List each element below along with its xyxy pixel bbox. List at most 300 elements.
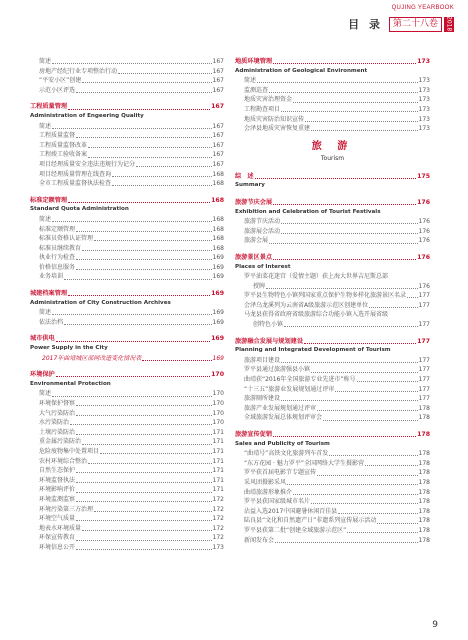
section-english-title [30, 299, 224, 309]
toc-entry [30, 318, 224, 328]
toc-entry [30, 428, 224, 438]
entry-title: 标准员继续教育 [39, 244, 82, 252]
entry-title: 环境空气质量 [39, 515, 76, 523]
entry-title: Summary [235, 182, 265, 189]
toc-entry [235, 536, 430, 546]
entry-page: 173 [418, 125, 430, 133]
dot-leader [76, 543, 212, 550]
entry-page: 173 [418, 77, 430, 85]
spacer [235, 246, 430, 253]
entry-page: 169 [212, 263, 224, 271]
dot-leader [82, 437, 212, 444]
toc-entry [30, 150, 224, 160]
entry-title: 旅游厕所建设 [244, 395, 281, 403]
dot-leader [56, 334, 210, 341]
entry-page: 167 [212, 132, 224, 140]
entry-title: 罗平县获国家级城市名片 [244, 498, 311, 506]
entry-page: 178 [418, 450, 430, 458]
toc-entry [235, 365, 430, 375]
entry-page: 167 [212, 67, 224, 75]
dot-leader [293, 95, 418, 102]
entry-title: Administration of Engeering Quality [30, 112, 144, 119]
entry-page: 171 [212, 428, 224, 436]
section-heading [235, 198, 430, 208]
dot-leader [70, 418, 212, 425]
entry-page: 176 [417, 253, 430, 261]
entry-title: 地表水环境质量 [39, 524, 82, 532]
toc-entry [235, 385, 430, 395]
entry-title: 曲靖获“2016年全国旅游专业先进市”称号 [244, 376, 356, 384]
toc-entry [30, 215, 224, 225]
entry-page: 176 [418, 227, 430, 235]
entry-title: 标准员资格认证管理 [39, 235, 94, 243]
toc-entry [30, 457, 224, 467]
entry-title: “曲靖号”高铁文化旅游列车首发 [244, 450, 329, 458]
entry-title: 会泽县地质灾害恢复重建 [244, 125, 311, 133]
entry-title: Planning and Integrated Development of Tourism [235, 347, 391, 354]
dot-leader [281, 394, 418, 401]
toc-right-column [235, 57, 430, 545]
toc-entry [235, 320, 430, 330]
dot-leader [76, 263, 212, 270]
dot-leader [269, 86, 418, 93]
entry-page: 167 [211, 103, 224, 111]
entry-page: 168 [211, 196, 224, 204]
entry-page: 178 [417, 431, 430, 438]
entry-title: 旅游项目建设 [244, 356, 281, 364]
entry-page: 171 [212, 467, 224, 475]
entry-page: 168 [212, 215, 224, 223]
toc-entry [30, 389, 224, 399]
section-english-title [235, 67, 430, 77]
entry-title: 会泽乌龙溪列为云南省A级旅游示范区创建单位 [244, 301, 369, 309]
entry-title: 马龙县获得省政府省级旅游综合功能小镇入选开展省级 [244, 311, 389, 319]
entry-title: 环境影响评价 [39, 486, 76, 494]
entry-page: 168 [212, 235, 224, 243]
entry-page: 167 [212, 86, 224, 94]
entry-page: 178 [418, 414, 430, 422]
entry-page: 178 [418, 478, 430, 486]
dot-leader [273, 253, 416, 260]
entry-page: 172 [212, 515, 224, 523]
dot-leader [64, 318, 212, 325]
dot-leader [82, 76, 211, 83]
entry-page: 178 [418, 459, 430, 467]
dot-leader [407, 291, 418, 298]
dot-leader [76, 514, 212, 521]
entry-title: 简述 [39, 390, 52, 398]
spacer [30, 95, 224, 102]
entry-title: 工程竣工验收备案 [39, 151, 88, 159]
entry-title: 全域旅游发展总体规划评审会 [244, 414, 323, 422]
dot-leader [269, 236, 418, 243]
toc-entry [235, 394, 430, 404]
entry-page: 171 [212, 447, 224, 455]
entry-title: 重金属污染防治 [39, 438, 82, 446]
entry-title: 水污染防治 [39, 419, 70, 427]
toc-entry [30, 524, 224, 534]
toc-entry [30, 170, 224, 180]
toc-entry [30, 57, 224, 67]
dot-leader [112, 179, 212, 186]
entry-page: 169 [211, 335, 224, 343]
toc-entry [235, 115, 430, 125]
entry-title: 创特色小镇 [253, 321, 284, 329]
entry-title: 地质环境管理 [235, 58, 273, 65]
dot-leader [76, 485, 212, 492]
toc-entry [235, 105, 430, 115]
entry-page: 177 [418, 321, 430, 329]
toc-entry [235, 76, 430, 86]
spacer [235, 423, 430, 430]
entry-page: 172 [212, 534, 224, 542]
section-heading [30, 334, 224, 344]
entry-page: 176 [418, 218, 430, 226]
entry-title: 简述 [39, 215, 52, 223]
dot-leader [52, 308, 212, 315]
dot-leader [76, 495, 212, 502]
toc-entry [235, 217, 430, 227]
entry-page: 167 [212, 122, 224, 130]
toc-entry [235, 227, 430, 237]
dot-leader [273, 57, 416, 64]
entry-title: 曲靖旅游形象推介 [244, 488, 293, 496]
entry-page: 177 [418, 301, 430, 309]
toc-entry [30, 476, 224, 486]
toc-entry [235, 497, 430, 507]
entry-title: 简述 [39, 309, 52, 317]
entry-page: 171 [212, 457, 224, 465]
yearbook-label: QUJING YEARBOOK [391, 5, 454, 11]
entry-title: 环保宣传教育 [39, 534, 76, 542]
entry-title: 旅游会展 [244, 237, 269, 245]
entry-page: 172 [212, 495, 224, 503]
entry-title: 罗平获首届电影节专题宣传 [244, 469, 317, 477]
dot-leader [304, 337, 416, 344]
toc-entry [30, 399, 224, 409]
toc-entry [30, 447, 224, 457]
entry-title: 执业行为检查 [39, 254, 76, 262]
toc-entry [235, 375, 430, 385]
toc-entry [30, 354, 224, 364]
toc-entry [30, 543, 224, 553]
dot-leader [357, 375, 418, 382]
toc-entry [30, 160, 224, 170]
entry-page: 173 [417, 58, 430, 65]
entry-title: 旅游景区景点 [235, 253, 273, 261]
entry-title: 项目经理质量管理在线查询 [39, 170, 112, 178]
dot-leader [76, 131, 212, 138]
entry-title: Administration of Geological Environment [235, 67, 368, 74]
entry-page: 167 [212, 151, 224, 159]
entry-title: 罗平县获第二批“创建全域旅游示范区” [244, 526, 347, 534]
dot-leader [76, 466, 212, 473]
toc-entry [235, 272, 430, 282]
dot-leader [88, 141, 212, 148]
toc-entry [235, 449, 430, 459]
dot-leader [100, 447, 212, 454]
chapter-title-en: Tourism [320, 154, 345, 162]
entry-title: 工程质量管理 [30, 103, 68, 111]
entry-title: 城建档案管理 [30, 290, 68, 298]
entry-page: 172 [212, 524, 224, 532]
dot-leader [142, 354, 211, 361]
dot-leader [68, 289, 210, 296]
toc-entry [30, 76, 224, 86]
toc-entry [235, 282, 430, 292]
section-heading [235, 172, 430, 182]
entry-title: 环境监督执法 [39, 476, 76, 484]
entry-title: 环境监测监察 [39, 495, 76, 503]
spacer [235, 191, 430, 198]
page-header [348, 16, 454, 32]
dot-leader [88, 150, 212, 157]
toc-entry [30, 122, 224, 132]
entry-page: 169 [212, 273, 224, 281]
dot-leader [284, 320, 418, 327]
entry-title: Places of Interest [235, 263, 291, 270]
entry-title: Environmental Protection [30, 380, 111, 387]
toc-entry [235, 356, 430, 366]
entry-page: 170 [211, 371, 224, 379]
toc-entry [30, 466, 224, 476]
toc-entry [235, 459, 430, 469]
entry-page: 170 [212, 419, 224, 427]
toc-entry [235, 86, 430, 96]
dot-leader [317, 404, 418, 411]
toc-entry [30, 179, 224, 189]
entry-title: 环境污染第三方治理 [39, 505, 94, 513]
entry-title: 农村环境综合整治 [39, 457, 88, 465]
entry-page: 178 [418, 488, 430, 496]
entry-title: 罗平县通过旅游强县小镇 [244, 366, 311, 374]
entry-page: 167 [212, 160, 224, 168]
dot-leader [76, 253, 212, 260]
entry-title: 土壤污染防治 [39, 428, 76, 436]
entry-page: 171 [212, 438, 224, 446]
spacer [30, 189, 224, 196]
entry-title: 旅游节庆会展 [235, 198, 273, 206]
spacer [30, 363, 224, 370]
entry-title: 环境保护督察 [39, 400, 76, 407]
toc-entry [30, 409, 224, 419]
entry-title: 地质灾害防治知识宣传 [244, 115, 305, 123]
dot-leader [273, 430, 416, 437]
entry-title: 自然生态保护 [39, 467, 76, 475]
dot-leader [311, 497, 418, 504]
entry-page: 178 [418, 526, 430, 534]
entry-title: 2017年曲靖城区部网改造变化情况表 [42, 354, 142, 362]
entry-page: 176 [418, 237, 430, 245]
dot-leader [281, 356, 418, 363]
section-heading [30, 196, 224, 206]
dot-leader [52, 122, 212, 129]
year-badge: 2018 [445, 16, 453, 32]
toc-entry [30, 437, 224, 447]
entry-page: 169 [212, 309, 224, 317]
entry-page: 173 [212, 543, 224, 551]
entry-page: 177 [418, 366, 430, 374]
toc-entry [30, 234, 224, 244]
dot-leader [94, 505, 212, 512]
entry-page: 177 [418, 356, 430, 364]
entry-title: 城市供电 [30, 335, 55, 343]
entry-title: 依法治档 [39, 318, 64, 326]
toc-entry [30, 244, 224, 254]
toc-entry [235, 516, 430, 526]
entry-title: 旅游产业发展规划通过评审 [244, 404, 317, 412]
dot-leader [281, 105, 418, 112]
dot-leader [118, 67, 212, 74]
dot-leader [377, 516, 417, 523]
toc-entry [235, 507, 430, 517]
toc-left-column [30, 57, 224, 553]
entry-title: 沾益入选2017中国避暑休闲百佳县 [244, 507, 338, 515]
section-english-title [30, 380, 224, 390]
dot-leader [281, 227, 418, 234]
entry-page: 169 [212, 354, 224, 362]
entry-title: 标准定额管理 [39, 225, 76, 233]
entry-page: 168 [212, 170, 224, 178]
dot-leader [335, 385, 417, 392]
toc-entry [30, 533, 224, 543]
section-heading [30, 289, 224, 299]
spacer [235, 330, 430, 337]
entry-page: 169 [212, 318, 224, 326]
dot-leader [136, 160, 212, 167]
entry-title: Sales and Publicity of Tourism [235, 440, 330, 447]
dot-leader [338, 507, 417, 514]
section-english-title [30, 344, 224, 354]
entry-page: 167 [212, 58, 224, 65]
entry-page: 178 [418, 498, 430, 506]
entry-page: 167 [212, 77, 224, 85]
dot-leader [82, 524, 212, 531]
entry-page: 173 [418, 115, 430, 123]
entry-title: “十三五”旅游业发展规划通过评审 [244, 385, 335, 393]
dot-leader [64, 272, 212, 279]
dot-leader [76, 225, 212, 232]
dot-leader [56, 370, 210, 377]
dot-leader [76, 476, 212, 483]
entry-page: 177 [418, 376, 430, 384]
section-heading [235, 253, 430, 263]
dot-leader [257, 76, 418, 83]
entry-page: 168 [212, 225, 224, 233]
entry-page: 170 [212, 390, 224, 398]
page-title: 目 录 [348, 18, 383, 31]
dot-leader [311, 365, 418, 372]
entry-title: 全市工程质量监督执法检查 [39, 180, 112, 188]
entry-title: 简述 [39, 58, 52, 65]
entry-title: 示范小区评选 [39, 86, 76, 94]
toc-entry [30, 67, 224, 77]
entry-page: 173 [418, 105, 430, 113]
entry-page: 168 [212, 180, 224, 188]
dot-leader [365, 459, 418, 466]
spacer [30, 327, 224, 334]
entry-page: 178 [418, 536, 430, 544]
toc-entry [30, 485, 224, 495]
section-english-title [235, 263, 430, 273]
dot-leader [68, 196, 210, 203]
section-english-title [235, 208, 430, 218]
section-english-title [235, 440, 430, 450]
entry-title: 简述 [244, 77, 257, 85]
dot-leader [305, 115, 418, 122]
entry-title: 房地产经纪行业专项整治行动 [39, 67, 118, 75]
entry-page: 169 [212, 254, 224, 262]
entry-title: 旅游节庆活动 [244, 218, 281, 226]
toc-entry [235, 488, 430, 498]
dot-leader [52, 389, 212, 396]
entry-title: 旅游宣传促销 [235, 431, 273, 438]
entry-page: 176 [417, 198, 430, 206]
entry-page: 177 [417, 337, 430, 345]
chapter-title: 旅 游 [311, 140, 354, 152]
dot-leader [52, 57, 212, 64]
entry-title: 简述 [39, 122, 52, 130]
entry-title: 旅游融合发展与规划建设 [235, 337, 304, 345]
section-heading [30, 102, 224, 112]
entry-page: 178 [418, 517, 430, 525]
entry-page: 167 [212, 141, 224, 149]
section-heading [235, 57, 430, 67]
entry-title: 工程质量监督改革 [39, 141, 88, 149]
entry-page: 173 [418, 86, 430, 94]
toc-entry [30, 272, 224, 282]
entry-page: 176 [418, 282, 430, 290]
dot-leader [273, 198, 416, 205]
dot-leader [76, 86, 212, 93]
dot-leader [88, 457, 212, 464]
dot-leader [76, 533, 212, 540]
toc-entry [30, 308, 224, 318]
entry-title: 价格信息服务 [39, 263, 76, 271]
entry-title: Administration of City Construction Archives [30, 299, 171, 306]
toc-entry [30, 131, 224, 141]
entry-title: 环境信息公开 [39, 543, 76, 551]
dot-leader [293, 488, 418, 495]
entry-title: 陆良县“文化和自然遗产日”非遗系列宣传展示活动 [244, 517, 377, 525]
toc-entry [30, 418, 224, 428]
dot-leader [76, 428, 212, 435]
toc-entry [30, 225, 224, 235]
entry-page: 177 [418, 292, 430, 300]
toc-entry [235, 404, 430, 414]
section-heading [235, 430, 430, 440]
section-english-title [235, 181, 430, 191]
section-english-title [30, 112, 224, 122]
section-heading [30, 370, 224, 380]
entry-page: 177 [418, 395, 430, 403]
toc-entry [30, 505, 224, 515]
toc-entry [30, 514, 224, 524]
dot-leader [94, 234, 212, 241]
toc-entry [30, 253, 224, 263]
dot-leader [52, 215, 212, 222]
toc-entry [235, 478, 430, 488]
entry-page: 168 [212, 244, 224, 252]
dot-leader [287, 478, 418, 485]
entry-title: 综 述 [235, 172, 254, 180]
spacer [30, 282, 224, 289]
dot-leader [369, 301, 417, 308]
entry-title: “东方花园 · 魅力罗平”全国网络大学生摄影营 [244, 459, 364, 467]
toc-entry [235, 95, 430, 105]
toc-entry [235, 301, 430, 311]
dot-leader [266, 282, 418, 289]
